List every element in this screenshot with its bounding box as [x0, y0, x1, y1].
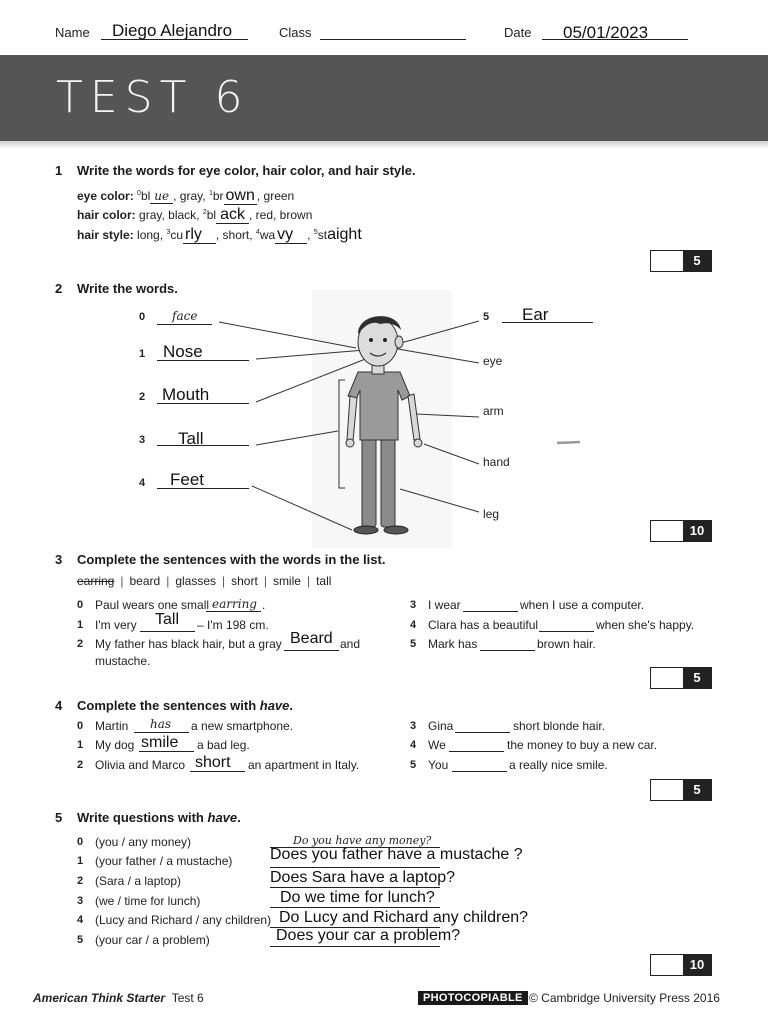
q3-number: 3: [55, 552, 63, 567]
q4-left-1-number: 1: [77, 739, 84, 751]
q4-left-0-post: a new smartphone.: [191, 719, 294, 733]
q4-left-2-line: [190, 771, 245, 772]
q1-instruction: Write the words for eye color, hair color, and hair style.: [77, 163, 416, 178]
q1-hair-color-tail: , red, brown: [249, 208, 313, 222]
q4-left-2-pre: Olivia and Marco: [95, 758, 186, 772]
q4-left-2-post: an apartment in Italy.: [248, 758, 360, 772]
q4-right-1-pre: We: [428, 738, 446, 752]
q2-item-1-answer[interactable]: Nose: [163, 342, 203, 361]
q3-score-box[interactable]: [650, 667, 712, 689]
date-line: [542, 39, 688, 40]
q1-item3-prefix: cu: [170, 228, 183, 242]
q2-item-2-answer[interactable]: Mouth: [162, 385, 210, 404]
q5-item-4-number: 4: [77, 914, 84, 926]
banner-shadow: [0, 141, 768, 149]
q2-number: 2: [55, 281, 63, 296]
q4-right-0-post: short blonde hair.: [513, 719, 606, 733]
q2-item-1-line: [157, 360, 249, 361]
q5-score: 10: [683, 955, 711, 975]
q1-hair-color-label: hair color:: [77, 208, 136, 222]
q1-number: 1: [55, 163, 63, 178]
q3-right-0-number: 3: [410, 599, 417, 611]
q3-left-1-pre: I'm very: [95, 618, 137, 632]
q5-item-2-prompt: (Sara / a laptop): [95, 874, 182, 888]
q3-left-1-post: – I'm 198 cm.: [197, 618, 269, 632]
q1-item3-answer[interactable]: rly: [183, 226, 216, 244]
q1-eye-row: eye color: $^0$bl ue , gray, $^1$br own , green: [77, 187, 295, 204]
q3-left-0-number: 0: [77, 599, 84, 611]
q4-right-2-pre: You: [428, 758, 449, 772]
q5-item-4-answer[interactable]: Do Lucy and Richard any children?: [279, 909, 529, 926]
q3-right-1-post: when she's happy.: [596, 618, 695, 632]
q3-left-2-answer[interactable]: Beard: [290, 630, 333, 647]
q4-right-0-number: 3: [410, 720, 417, 732]
q2-item-4-line: [157, 488, 249, 489]
q1-item4-prefix: wa: [259, 228, 276, 242]
q4-left-1-pre: My dog: [95, 738, 135, 752]
q2-item-2-line: [157, 403, 249, 404]
q4-left-0-pre: Martin: [95, 719, 129, 733]
q2-label-hand: hand: [483, 455, 510, 469]
q4-left-2-answer[interactable]: short: [195, 754, 231, 771]
q2-item-3-answer[interactable]: Tall: [178, 429, 204, 448]
q1-eye-tail: , green: [256, 189, 295, 203]
date-value[interactable]: 05/01/2023: [563, 23, 649, 42]
q1-item4-answer[interactable]: vy: [275, 226, 307, 244]
q2-item-3-line: [157, 445, 249, 446]
q2-item-2-number: 2: [139, 391, 146, 403]
q3-left-2-post: and: [340, 637, 361, 651]
q5-item-5-number: 5: [77, 934, 84, 946]
q2-illustration: [0, 290, 768, 550]
q1-ex-prefix: bl: [140, 189, 151, 203]
q5-item-5-prompt: (your car / a problem): [95, 933, 210, 947]
q1-item1-prefix: br: [212, 189, 224, 203]
q1-hair-color-pre: gray, black,: [139, 208, 203, 222]
q1-item5-answer[interactable]: aight: [327, 226, 362, 243]
q5-instruction: Write questions with have.: [77, 810, 241, 825]
q4-instruction: Complete the sentences with have.: [77, 698, 294, 713]
q3-left-2-line2: mustache.: [95, 654, 151, 668]
q5-item-2-number: 2: [77, 875, 84, 887]
q4-left-1-answer[interactable]: smile: [141, 734, 179, 751]
q1-hair-style-pre: long,: [137, 228, 167, 242]
q2-item-0-line: [157, 324, 212, 325]
q2-instruction: Write the words.: [77, 281, 178, 296]
q3-left-0-post: .: [262, 598, 266, 612]
q1-example-answer: ue: [150, 189, 173, 204]
q3-right-2-line[interactable]: [480, 650, 535, 651]
q3-word-1: beard: [129, 574, 161, 588]
q3-left-1-answer[interactable]: Tall: [155, 611, 180, 628]
q2-item-5-answer[interactable]: Ear: [522, 305, 549, 324]
q4-right-2-number: 5: [410, 759, 417, 771]
q4-left-1-line: [139, 751, 194, 752]
footer-book: American Think Starter Test 6: [33, 991, 204, 1005]
q5-item-2-answer[interactable]: Does Sara have a laptop?: [270, 869, 456, 886]
q4-left-2-number: 2: [77, 759, 84, 771]
pencil-mark: [557, 442, 580, 443]
q1-hair-style-label: hair style:: [77, 228, 134, 242]
q3-left-2-line: [284, 650, 339, 651]
class-line[interactable]: [320, 39, 466, 40]
q3-left-1-number: 1: [77, 619, 84, 631]
q3-right-2-number: 5: [410, 638, 417, 650]
q3-right-0-pre: I wear: [428, 598, 461, 612]
q5-item-3-number: 3: [77, 895, 84, 907]
q2-item-4-number: 4: [139, 477, 146, 489]
q2-item-0-number: 0: [139, 311, 146, 323]
q4-number: 4: [55, 698, 63, 713]
name-line: [101, 39, 248, 40]
q5-number: 5: [55, 810, 63, 825]
q5-item-0-answer: Do you have any money?: [293, 834, 432, 847]
q3-right-1-line[interactable]: [539, 631, 594, 632]
q2-item-1-number: 1: [139, 348, 146, 360]
q3-right-1-pre: Clara has a beautiful: [428, 618, 539, 632]
q5-item-0-number: 0: [77, 836, 84, 848]
q4-right-2-line[interactable]: [452, 771, 507, 772]
q5-score-box[interactable]: [650, 954, 712, 976]
q3-right-0-line[interactable]: [463, 611, 518, 612]
q4-right-0-pre: Gina: [428, 719, 454, 733]
q4-left-1-post: a bad leg.: [197, 738, 250, 752]
q2-score-box[interactable]: [650, 520, 712, 542]
q3-word-5: tall: [316, 574, 332, 588]
q3-left-2-number: 2: [77, 638, 84, 650]
class-label: Class: [279, 25, 312, 40]
q4-right-1-number: 4: [410, 739, 417, 751]
q5-item-4-prompt: (Lucy and Richard / any children): [95, 913, 272, 927]
q5-item-3-prompt: (we / time for lunch): [95, 894, 201, 908]
q3-left-2-pre: My father has black hair, but a gray: [95, 637, 282, 651]
q5-item-1-number: 1: [77, 855, 84, 867]
q4-score: 5: [683, 780, 711, 800]
q2-item-3-number: 3: [139, 434, 146, 446]
q3-left-0-pre: Paul wears one small: [95, 598, 210, 612]
q1-item1-answer[interactable]: own: [225, 187, 255, 204]
q5-item-5-answer[interactable]: Does your car a problem?: [276, 927, 461, 944]
q3-instruction: Complete the sentences with the words in the list.: [77, 552, 386, 567]
q3-word-2: glasses: [175, 574, 216, 588]
name-label: Name: [55, 25, 90, 40]
q1-score: 5: [683, 251, 711, 271]
q3-word-4: smile: [272, 574, 301, 588]
footer-copyright: © Cambridge University Press 2016: [529, 991, 720, 1005]
name-value[interactable]: Diego Alejandro: [112, 21, 233, 40]
q2-item-0-answer: face: [172, 309, 198, 323]
q5-item-0-prompt: (you / any money): [95, 835, 192, 849]
q5-item-3-line: [270, 907, 440, 908]
q3-right-1-number: 4: [410, 619, 417, 631]
q3-left-0-answer: earring: [212, 597, 257, 611]
q3-right-0-post: when I use a computer.: [520, 598, 645, 612]
q3-left-1-line: [140, 631, 195, 632]
q2-item-5-number: 5: [483, 311, 490, 323]
q4-left-0-line: [134, 732, 189, 733]
q3-left-0-line: [206, 611, 261, 612]
q4-left-0-number: 0: [77, 720, 84, 732]
q2-item-5-line: [502, 322, 593, 323]
q4-right-1-line[interactable]: [449, 751, 504, 752]
q1-item2-answer[interactable]: ack: [216, 206, 249, 224]
q2-label-arm: arm: [483, 404, 504, 418]
q5-item-1-line: [270, 867, 440, 868]
q1-eye-mid: , gray,: [173, 189, 209, 203]
q1-hair-color-row: hair color: gray, black, $^2$bl ack , red, brown: [77, 206, 313, 223]
q2-label-leg: leg: [483, 507, 500, 521]
q4-right-1-post: the money to buy a new car.: [507, 738, 658, 752]
q3-word-0: earring: [77, 574, 115, 588]
q3-right-2-post: brown hair.: [537, 637, 596, 651]
q1-item5-prefix: st: [317, 228, 328, 242]
photocopiable-badge: PHOTOCOPIABLE: [418, 991, 528, 1005]
q5-item-5-line: [270, 946, 440, 947]
q5-item-2-line: [270, 887, 440, 888]
q1-eye-label: eye color:: [77, 189, 134, 203]
page-title: TEST 6: [56, 72, 250, 123]
q1-item2-prefix: bl: [206, 208, 217, 222]
date-label: Date: [504, 25, 532, 40]
q5-item-3-answer[interactable]: Do we time for lunch?: [280, 889, 435, 906]
q1-hair-style-row: hair style: long, $^3$cu rly , short, $^4$wa vy , $^5$staight: [77, 226, 362, 243]
q4-right-0-line[interactable]: [455, 732, 510, 733]
q3-score: 5: [683, 668, 711, 688]
q5-item-1-prompt: (your father / a mustache): [95, 854, 233, 868]
q4-left-0-answer: has: [150, 717, 172, 731]
q2-item-4-answer[interactable]: Feet: [170, 470, 205, 489]
q3-right-2-pre: Mark has: [428, 637, 478, 651]
q4-score-box[interactable]: [650, 779, 712, 801]
q3-word-3: short: [231, 574, 258, 588]
q1-score-box[interactable]: [650, 250, 712, 272]
q3-wordlist: earring | beard | glasses | short | smile | tall: [77, 574, 332, 588]
q1-hair-style-mid: , short,: [215, 228, 256, 242]
q2-label-eye: eye: [483, 354, 503, 368]
q4-right-2-post: a really nice smile.: [509, 758, 608, 772]
q5-item-1-answer[interactable]: Does you father have a mustache ?: [270, 846, 523, 863]
q2-score: 10: [683, 521, 711, 541]
